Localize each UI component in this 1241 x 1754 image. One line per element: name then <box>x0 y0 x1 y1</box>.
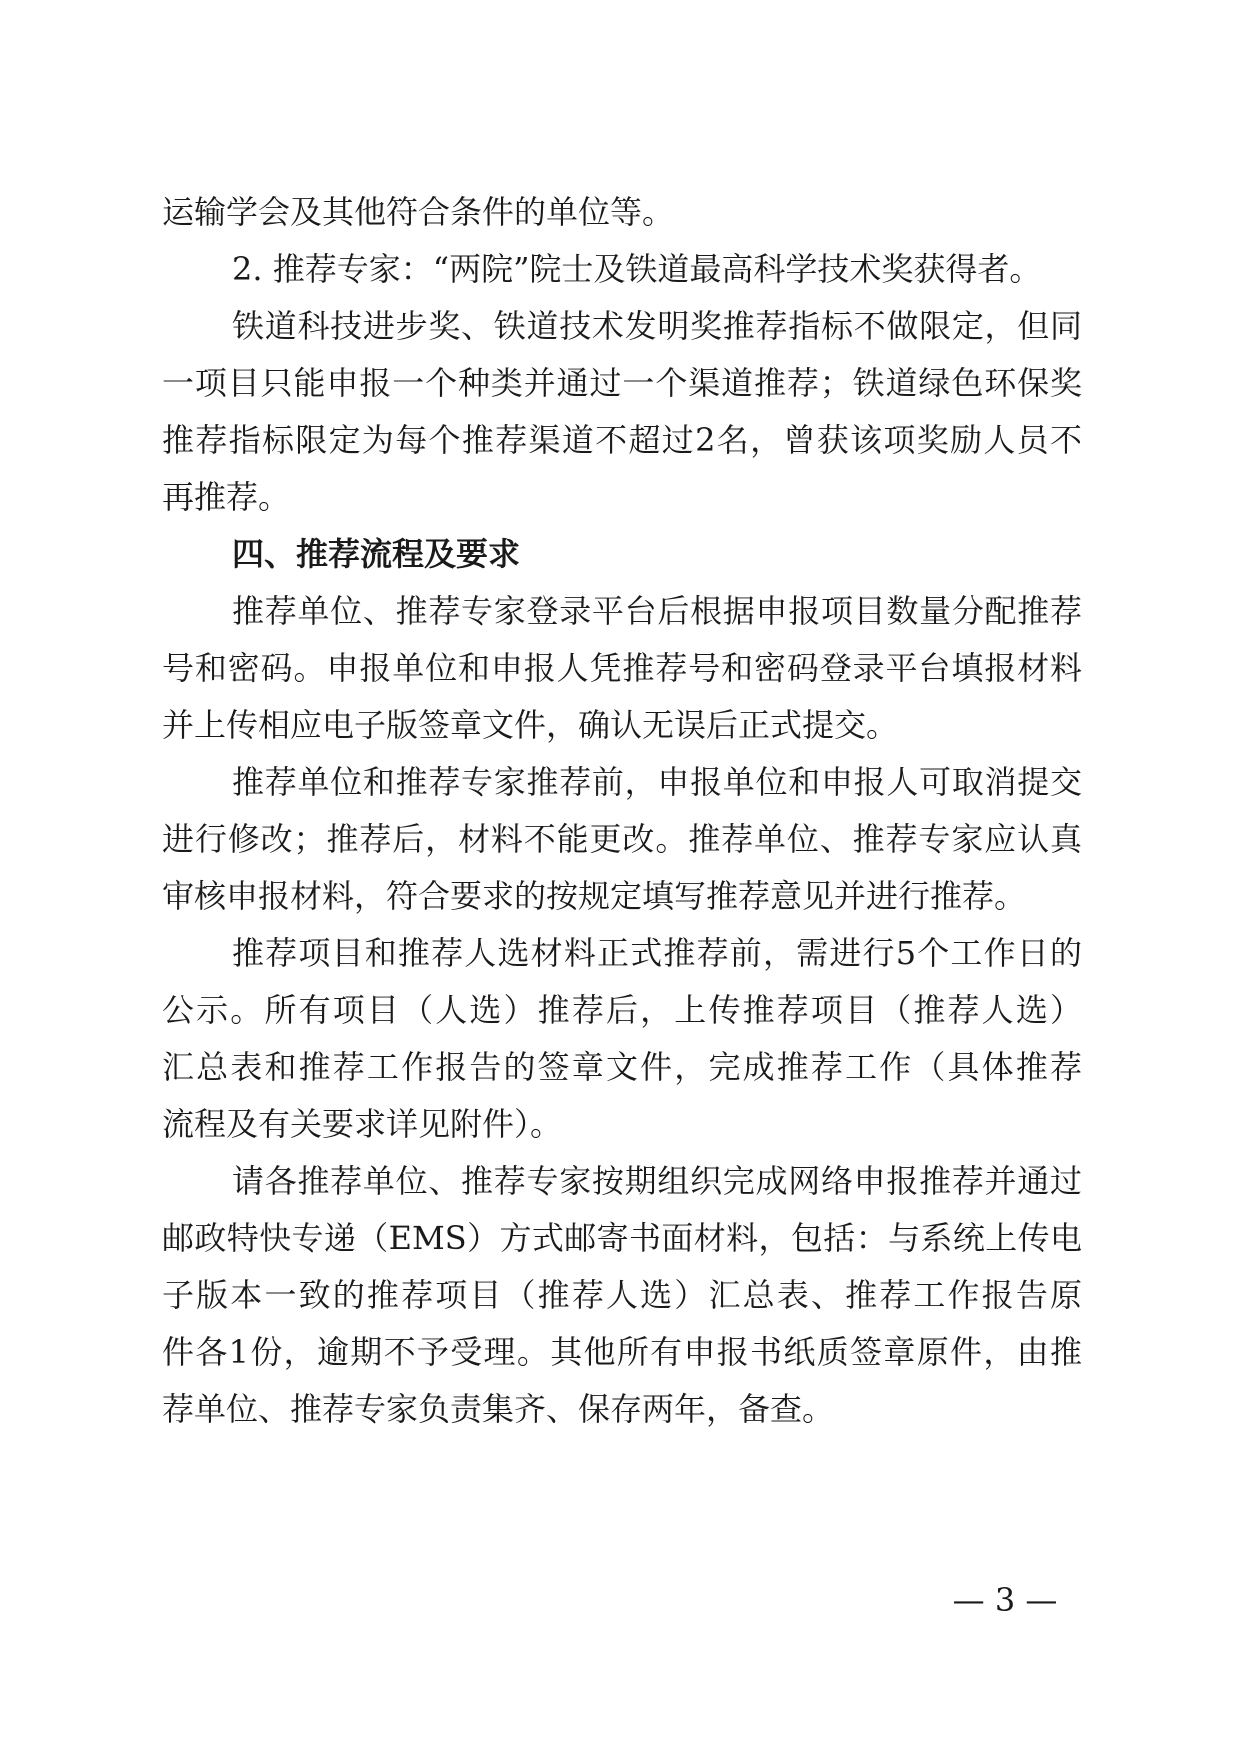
body-line: 公示。所有项目（人选）推荐后，上传推荐项目（推荐人选） <box>162 991 1082 1029</box>
body-line: 2. 推荐专家：“两院”院士及铁道最高科学技术奖获得者。 <box>232 250 1042 288</box>
body-line: 请各推荐单位、推荐专家按期组织完成网络申报推荐并通过 <box>232 1162 1082 1200</box>
body-line: 流程及有关要求详见附件）。 <box>162 1105 563 1143</box>
body-line: 推荐单位和推荐专家推荐前，申报单位和申报人可取消提交 <box>232 763 1082 801</box>
body-line: 推荐项目和推荐人选材料正式推荐前，需进行5个工作日的 <box>232 934 1082 972</box>
body-line: 铁道科技进步奖、铁道技术发明奖推荐指标不做限定，但同 <box>232 307 1082 345</box>
body-line: 邮政特快专递（EMS）方式邮寄书面材料，包括：与系统上传电 <box>162 1219 1082 1257</box>
body-line: 再推荐。 <box>162 478 291 516</box>
body-line: 件各1份，逾期不予受理。其他所有申报书纸质签章原件，由推 <box>162 1333 1082 1371</box>
body-line: 推荐单位、推荐专家登录平台后根据申报项目数量分配推荐 <box>232 592 1082 630</box>
body-line: 荐单位、推荐专家负责集齐、保存两年，备查。 <box>162 1390 835 1428</box>
body-line: 汇总表和推荐工作报告的签章文件，完成推荐工作（具体推荐 <box>162 1048 1082 1086</box>
body-line: 号和密码。申报单位和申报人凭推荐号和密码登录平台填报材料 <box>162 649 1082 687</box>
body-line: 子版本一致的推荐项目（推荐人选）汇总表、推荐工作报告原 <box>162 1276 1082 1314</box>
body-line: 推荐指标限定为每个推荐渠道不超过2名，曾获该项奖励人员不 <box>162 421 1082 459</box>
body-line: 审核申报材料，符合要求的按规定填写推荐意见并进行推荐。 <box>162 877 1027 915</box>
body-line: 并上传相应电子版签章文件，确认无误后正式提交。 <box>162 706 899 744</box>
body-line: 运输学会及其他符合条件的单位等。 <box>162 193 675 231</box>
section-heading: 四、推荐流程及要求 <box>232 535 521 573</box>
body-line: 进行修改；推荐后，材料不能更改。推荐单位、推荐专家应认真 <box>162 820 1082 858</box>
body-line: 一项目只能申报一个种类并通过一个渠道推荐；铁道绿色环保奖 <box>162 364 1082 402</box>
page-number: — 3 — <box>952 1581 1058 1619</box>
